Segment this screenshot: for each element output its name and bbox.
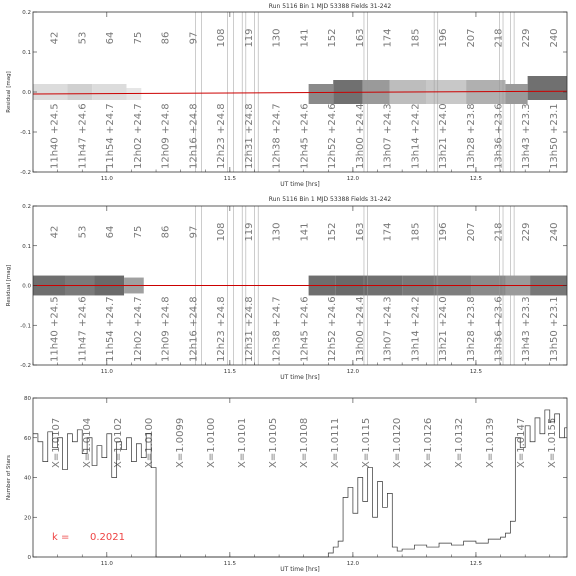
y-tick-label: -0.2	[20, 363, 31, 369]
y-tick-label: 0.2	[22, 204, 31, 210]
airmass-label: X=1.0155	[546, 417, 558, 468]
field-number-label: 108	[216, 28, 228, 48]
field-number-label: 108	[216, 222, 228, 242]
residual-band	[33, 84, 67, 100]
field-coordinate-label: 13h07 +24.3	[382, 103, 394, 169]
airmass-label: X=1.0120	[391, 417, 403, 468]
field-number-label: 64	[105, 225, 117, 239]
x-tick-label: 11.5	[223, 176, 236, 182]
x-axis-label: UT time [hrs]	[280, 181, 320, 188]
field-coordinate-label: 11h40 +24.5	[49, 103, 61, 169]
field-number-label: 163	[354, 28, 366, 48]
field-coordinate-label: 13h36 +23.6	[493, 296, 505, 362]
field-coordinate-label: 12h52 +24.6	[327, 103, 339, 169]
field-coordinate-label: 13h21 +24.0	[438, 103, 450, 169]
field-coordinate-label: 12h45 +24.6	[299, 296, 311, 362]
y-tick-label: 80	[24, 396, 31, 402]
airmass-label: X=1.0100	[143, 417, 155, 468]
residual-band	[67, 84, 92, 100]
airmass-label: X=1.0108	[298, 417, 310, 468]
airmass-label: X=1.0101	[236, 417, 248, 468]
x-tick-label: 11.5	[223, 369, 236, 375]
x-tick-label: 11.5	[223, 561, 236, 567]
residual-band	[309, 84, 334, 104]
x-tick-label: 12.5	[469, 369, 483, 375]
field-number-label: 240	[548, 28, 560, 48]
field-coordinate-label: 13h14 +24.2	[410, 103, 422, 169]
field-number-label: 196	[438, 28, 450, 48]
y-axis-label: Residual [mag]	[6, 264, 12, 307]
panel-title: Run 5116 Bin 1 MJD 53388 Fields 31-242	[268, 3, 392, 10]
airmass-label: X=1.0104	[81, 417, 93, 468]
field-coordinate-label: 12h31 +24.8	[243, 103, 255, 169]
x-tick-label: 11.0	[100, 561, 113, 567]
field-coordinate-label: 12h16 +24.8	[188, 103, 200, 169]
x-tick-label: 12.0	[346, 176, 360, 182]
x-tick-label: 12.0	[346, 561, 360, 567]
field-number-label: 130	[271, 28, 283, 48]
field-coordinate-label: 12h38 +24.7	[271, 103, 283, 169]
field-number-label: 229	[521, 222, 533, 242]
field-number-label: 141	[299, 222, 311, 242]
y-tick-label: 20	[24, 515, 31, 522]
field-coordinate-label: 13h14 +24.2	[410, 296, 422, 362]
airmass-label: X=1.0105	[267, 417, 279, 468]
airmass-label: X=1.0100	[205, 417, 217, 468]
field-number-label: 174	[382, 222, 394, 242]
field-coordinate-label: 12h52 +24.6	[327, 296, 339, 362]
field-number-label: 86	[160, 31, 172, 45]
field-number-label: 163	[354, 222, 366, 242]
field-number-label: 152	[327, 222, 339, 242]
field-number-label: 53	[77, 225, 89, 239]
field-coordinate-label: 11h40 +24.5	[49, 296, 61, 362]
airmass-label: X=1.0102	[112, 417, 124, 468]
field-coordinate-label: 13h50 +23.1	[548, 103, 560, 169]
field-coordinate-label: 12h23 +24.8	[216, 103, 228, 169]
field-coordinate-label: 11h47 +24.6	[77, 103, 89, 169]
field-number-label: 42	[49, 225, 61, 239]
field-coordinate-label: 12h02 +24.7	[132, 296, 144, 362]
y-tick-label: 0.1	[22, 50, 31, 56]
x-tick-label: 11.0	[100, 176, 113, 182]
field-number-label: 141	[299, 28, 311, 48]
field-coordinate-label: 12h31 +24.8	[243, 296, 255, 362]
field-number-label: 86	[160, 225, 172, 239]
residual-band	[92, 84, 126, 100]
field-coordinate-label: 13h43 +23.3	[521, 103, 533, 169]
x-tick-label: 11.0	[100, 369, 113, 375]
field-number-label: 97	[188, 225, 200, 239]
y-tick-label: -0.2	[20, 170, 31, 176]
field-number-label: 218	[493, 28, 505, 48]
field-number-label: 152	[327, 28, 339, 48]
field-number-label: 53	[77, 31, 89, 45]
k-value: 0.2021	[90, 532, 125, 543]
field-coordinate-label: 13h43 +23.3	[521, 296, 533, 362]
y-tick-label: 60	[24, 435, 31, 442]
panel-title: Run 5116 Bin 1 MJD 53388 Fields 31-242	[268, 196, 392, 203]
field-number-label: 119	[243, 28, 255, 48]
field-coordinate-label: 11h54 +24.7	[105, 296, 117, 362]
field-number-label: 185	[410, 28, 422, 48]
y-tick-label: 0.1	[22, 243, 31, 250]
airmass-label: X=1.0115	[360, 417, 372, 468]
y-tick-label: 0.0	[22, 90, 31, 96]
airmass-label: X=1.0139	[484, 417, 496, 468]
y-tick-label: 0.0	[22, 283, 31, 290]
y-axis-label: Number of Stars	[6, 454, 12, 501]
field-coordinate-label: 13h36 +23.6	[493, 103, 505, 169]
field-coordinate-label: 13h00 +24.4	[354, 296, 366, 362]
field-coordinate-label: 12h09 +24.8	[160, 103, 172, 169]
field-coordinate-label: 12h38 +24.7	[271, 296, 283, 362]
field-number-label: 64	[105, 31, 117, 45]
field-number-label: 218	[493, 222, 505, 242]
field-number-label: 207	[465, 222, 477, 242]
residual-band	[528, 76, 567, 100]
x-axis-label: UT time [hrs]	[280, 374, 320, 381]
y-axis-label: Residual [mag]	[6, 71, 12, 113]
field-number-label: 75	[132, 31, 144, 45]
airmass-label: X=1.0132	[453, 417, 465, 468]
field-coordinate-label: 13h00 +24.4	[354, 103, 366, 169]
airmass-label: X=1.0126	[422, 417, 434, 468]
field-coordinate-label: 11h47 +24.6	[77, 296, 89, 362]
field-number-label: 185	[410, 222, 422, 242]
field-coordinate-label: 12h02 +24.7	[132, 103, 144, 169]
field-number-label: 207	[465, 28, 477, 48]
field-number-label: 75	[132, 225, 144, 239]
field-coordinate-label: 12h09 +24.8	[160, 296, 172, 362]
y-tick-label: -0.1	[20, 130, 31, 136]
field-number-label: 240	[548, 222, 560, 242]
x-tick-label: 12.0	[346, 369, 360, 375]
airmass-label: X=1.0147	[515, 417, 527, 468]
field-coordinate-label: 11h54 +24.7	[105, 103, 117, 169]
residual-band	[505, 84, 527, 104]
field-number-label: 229	[521, 28, 533, 48]
field-number-label: 42	[49, 31, 61, 45]
field-coordinate-label: 13h28 +23.8	[465, 103, 477, 169]
y-tick-label: 0	[27, 555, 31, 561]
field-coordinate-label: 12h23 +24.8	[216, 296, 228, 362]
field-coordinate-label: 13h50 +23.1	[548, 296, 560, 362]
field-number-label: 119	[243, 222, 255, 242]
field-number-label: 174	[382, 28, 394, 48]
field-number-label: 196	[438, 222, 450, 242]
airmass-label: X=1.0107	[50, 417, 62, 468]
airmass-label: X=1.0099	[174, 417, 186, 468]
x-axis-label: UT time [hrs]	[280, 566, 320, 573]
field-coordinate-label: 12h16 +24.8	[188, 296, 200, 362]
field-number-label: 130	[271, 222, 283, 242]
residual-band	[127, 88, 142, 100]
field-coordinate-label: 12h45 +24.6	[299, 103, 311, 169]
field-coordinate-label: 13h28 +23.8	[465, 296, 477, 362]
x-tick-label: 12.5	[469, 176, 483, 182]
airmass-label: X=1.0111	[329, 417, 341, 468]
x-tick-label: 12.5	[469, 561, 483, 567]
field-number-label: 97	[188, 31, 200, 45]
y-tick-label: 0.2	[22, 10, 31, 16]
field-coordinate-label: 13h07 +24.3	[382, 296, 394, 362]
y-tick-label: 40	[24, 475, 31, 482]
y-tick-label: -0.1	[20, 323, 31, 330]
k-label: k =	[52, 532, 70, 543]
field-coordinate-label: 13h21 +24.0	[438, 296, 450, 362]
